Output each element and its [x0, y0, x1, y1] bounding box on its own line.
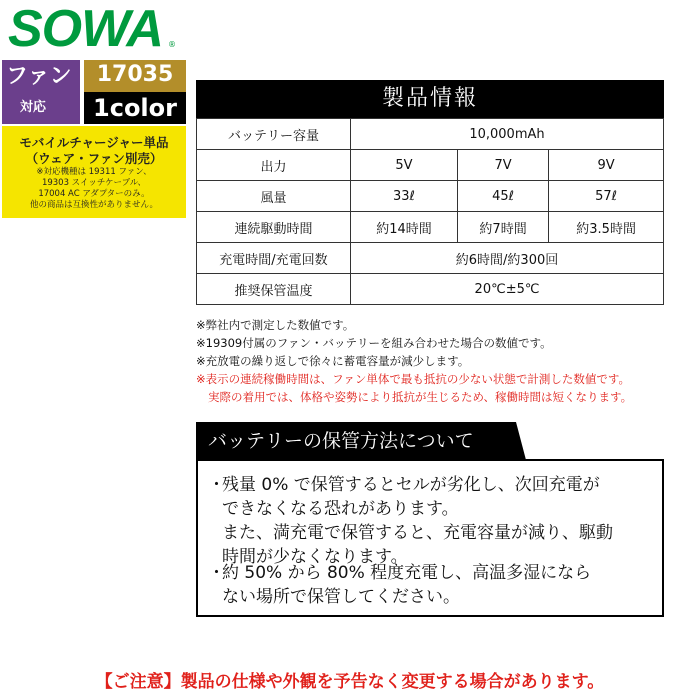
spec-table [196, 118, 664, 305]
notice-small4: 他の商品は互換性がありません。 [29, 200, 158, 210]
item1-line4: 時間が少なくなります。 [222, 547, 408, 567]
airflow-9v: 57ℓ [549, 181, 664, 212]
spec-table-title: 製品情報 [196, 80, 664, 118]
storage-instructions [196, 459, 664, 617]
color-count: 1color [84, 92, 186, 124]
runtime-label: 連続駆動時間 [197, 212, 351, 243]
notice-line1: モバイルチャージャー単品 [19, 135, 169, 150]
note-5: 実際の着用では、体格や姿勢により抵抗が生じるため、稼働時間は短くなります。 [208, 390, 633, 404]
table-row [197, 119, 664, 150]
fan-compatible-badge [2, 60, 80, 124]
notice-small3: 17004 AC アダプターのみ。 [38, 189, 150, 199]
item1-line3: また、満充電で保管すると、充電容量が減り、駆動 [222, 523, 613, 543]
notice-line2: （ウェア・ファン別売） [25, 151, 163, 166]
charge-value: 約6時間/約300回 [351, 243, 664, 274]
runtime-5v: 約14時間 [351, 212, 458, 243]
item1-line2: できなくなる恐れがあります。 [222, 499, 459, 519]
note-3: ※充放電の繰り返しで徐々に蓄電容量が減少します。 [196, 354, 470, 368]
model-number: 17035 [96, 62, 174, 87]
notice-small1: ※対応機種は 19311 ファン、 [36, 167, 152, 177]
output-7v: 7V [457, 150, 548, 181]
fan-label: ファン [6, 64, 72, 89]
note-2: ※19309付属のファン・バッテリーを組み合わせた場合の数値です。 [196, 336, 552, 350]
table-row [197, 212, 664, 243]
notice-box [2, 126, 186, 218]
caution-footer: 【ご注意】製品の仕様や外観を予告なく変更する場合があります。 [95, 672, 605, 692]
note-1: ※弊社内で測定した数値です。 [196, 318, 355, 332]
model-badge [84, 60, 186, 124]
output-5v: 5V [351, 150, 458, 181]
item2-line1: 約 50% から 80% 程度充電し、高温多湿になら [222, 563, 592, 583]
compatible-label: 対応 [20, 100, 47, 115]
sowa-logo: SOWA [8, 0, 163, 58]
output-label: 出力 [197, 150, 351, 181]
output-9v: 9V [549, 150, 664, 181]
capacity-value: 10,000mAh [351, 119, 664, 150]
runtime-9v: 約3.5時間 [549, 212, 664, 243]
table-row [197, 181, 664, 212]
table-row [197, 274, 664, 305]
storage-heading-text: バッテリーの保管方法について [208, 430, 474, 452]
airflow-label: 風量 [197, 181, 351, 212]
storage-heading [196, 422, 526, 460]
storage-temp-label: 推奨保管温度 [197, 274, 351, 305]
storage-item-1 [208, 473, 613, 569]
note-4: ※表示の連続稼働時間は、ファン単体で最も抵抗の少ない状態で計測した数値です。 [196, 372, 630, 386]
runtime-7v: 約7時間 [457, 212, 548, 243]
bullet: ・ [208, 475, 225, 495]
storage-item-2 [208, 561, 591, 609]
storage-temp-value: 20℃±5℃ [351, 274, 664, 305]
charge-label: 充電時間/充電回数 [197, 243, 351, 274]
bullet: ・ [208, 563, 225, 583]
airflow-7v: 45ℓ [457, 181, 548, 212]
table-row [197, 243, 664, 274]
table-row [197, 150, 664, 181]
item1-line1: 残量 0% で保管するとセルが劣化し、次回充電が [222, 475, 600, 495]
capacity-label: バッテリー容量 [197, 119, 351, 150]
registered-mark: ® [168, 40, 176, 49]
airflow-5v: 33ℓ [351, 181, 458, 212]
notice-small2: 19303 スイッチケーブル、 [41, 178, 147, 188]
footnotes [196, 316, 696, 406]
item2-line2: ない場所で保管してください。 [222, 587, 460, 607]
